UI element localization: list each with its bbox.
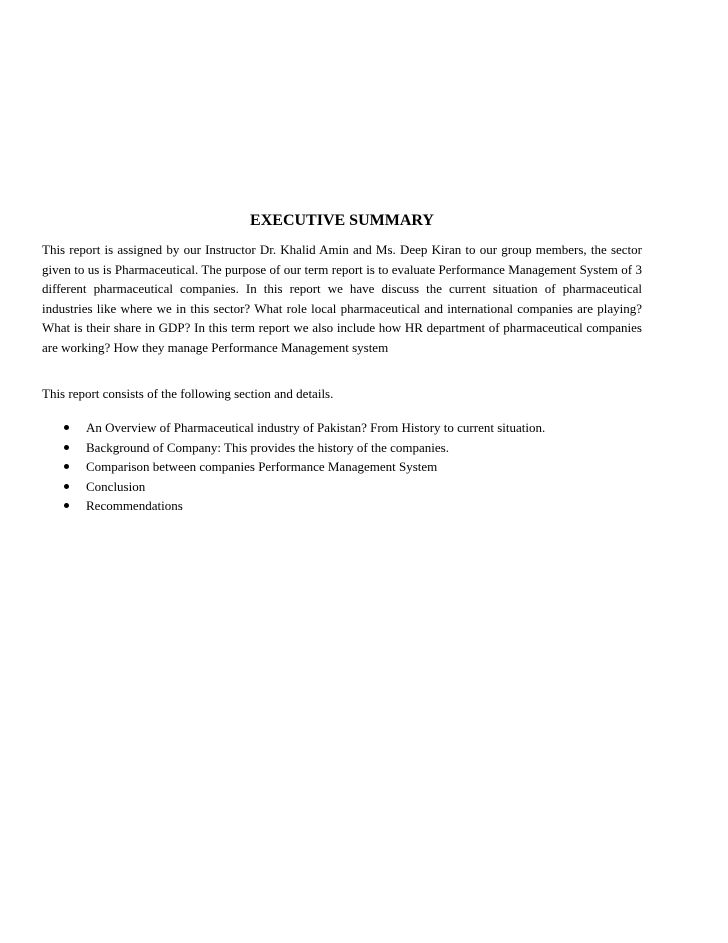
bullet-icon bbox=[64, 425, 69, 430]
section-list bbox=[60, 418, 640, 516]
bullet-icon bbox=[64, 445, 69, 450]
bullet-icon bbox=[64, 503, 69, 508]
bullet-icon bbox=[64, 464, 69, 469]
list-item-text: Recommendations bbox=[86, 498, 183, 514]
list-item-text: Conclusion bbox=[86, 478, 146, 494]
summary-paragraph: This report is assigned by our Instructor Dr. Khalid Amin and Ms. Deep Kiran to our group members, the sector given to us is Pharmaceutical. The purpose of our term report is to evaluate Performance Management System of 3 different pharmaceutical companies. In this report we have discuss the current situation of pharmaceutical industries like where we in this sector? What role local pharmaceutical and international companies are playing? What is their share in GDP? In this term report we also include how HR department of pharmaceutical companies are working? How they manage Performance Management system bbox=[42, 242, 642, 355]
list-item-text: An Overview of Pharmaceutical industry of Pakistan? From History to current situation. bbox=[86, 420, 546, 435]
bullet-icon bbox=[64, 484, 69, 489]
list-item-text: Comparison between companies Performance Management System bbox=[86, 459, 438, 475]
intro-line: This report consists of the following section and details. bbox=[42, 386, 334, 401]
list-item bbox=[60, 496, 640, 516]
list-item bbox=[60, 438, 640, 458]
list-item bbox=[60, 477, 640, 497]
list-item-text: Background of Company: This provides the history of the companies. bbox=[86, 439, 449, 455]
page-title: EXECUTIVE SUMMARY bbox=[250, 212, 434, 229]
list-item bbox=[60, 418, 640, 438]
list-item bbox=[60, 457, 640, 477]
